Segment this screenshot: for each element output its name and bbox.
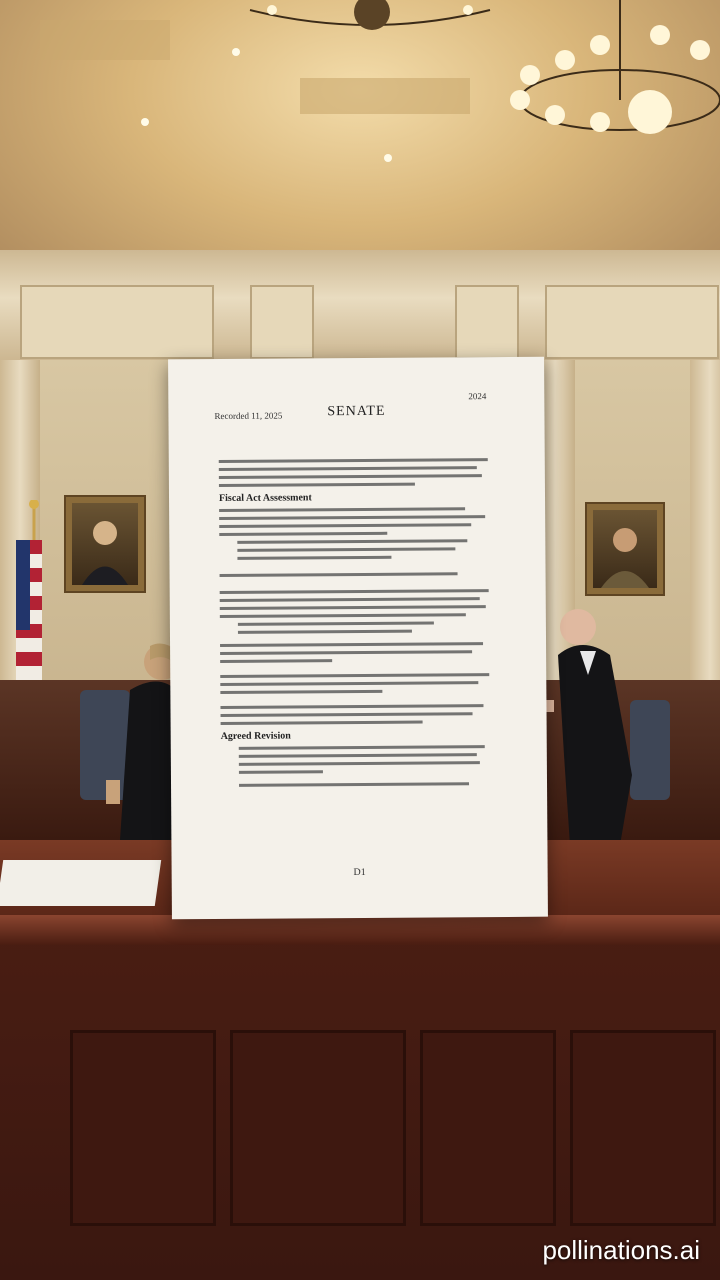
- section-heading-revision: Agreed Revision: [220, 730, 291, 742]
- document-title: SENATE: [327, 403, 386, 420]
- document-number: 2024: [468, 391, 487, 402]
- document-body: [219, 453, 501, 792]
- section-heading-fiscal: Fiscal Act Assessment: [218, 492, 312, 504]
- desk-panel: [230, 1030, 406, 1226]
- document-date: Recorded 11, 2025: [214, 410, 283, 421]
- wall-panel: [545, 285, 719, 359]
- desk-panel: [70, 1030, 216, 1226]
- portrait-left: [66, 497, 144, 591]
- paper-on-desk: [0, 860, 161, 906]
- desk-edge: [0, 915, 720, 945]
- pilaster: [690, 360, 720, 690]
- wall-panel: [20, 285, 214, 359]
- portrait-right: [587, 504, 663, 594]
- desk-panel: [420, 1030, 556, 1226]
- desk-panel: [570, 1030, 716, 1226]
- wall-panel: [250, 285, 314, 359]
- document-footer: D1: [353, 866, 366, 879]
- wall-panel: [455, 285, 519, 359]
- senate-document: [168, 357, 548, 920]
- senator-right: [540, 605, 660, 845]
- watermark: pollinations.ai: [542, 1235, 700, 1265]
